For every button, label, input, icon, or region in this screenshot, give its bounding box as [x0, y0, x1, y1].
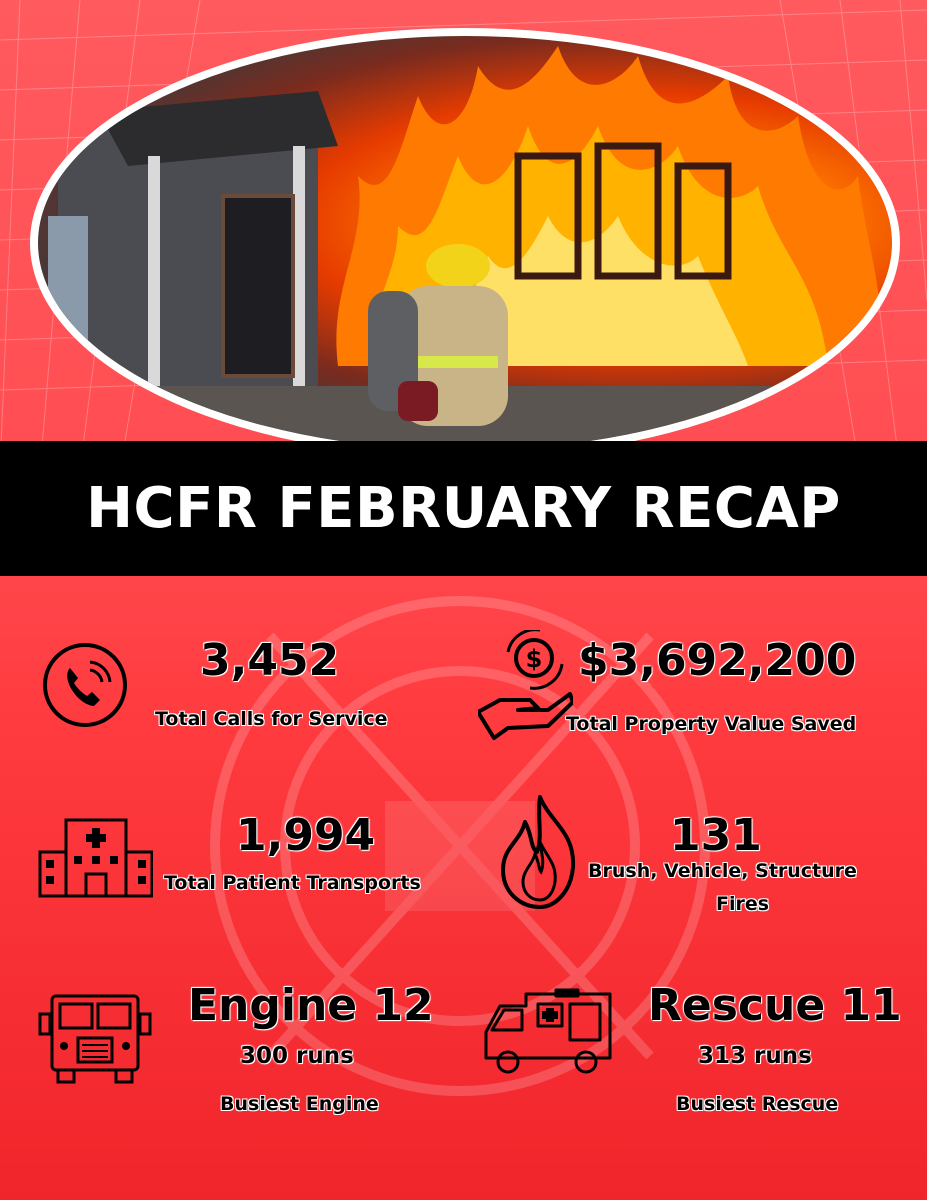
property-label: Total Property Value Saved	[566, 713, 857, 735]
hospital-icon	[38, 818, 153, 898]
engine-value: Engine 12	[188, 980, 434, 1031]
fires-label-line2: Fires	[716, 893, 770, 915]
rescue-label: Busiest Rescue	[676, 1093, 839, 1115]
transports-label: Total Patient Transports	[164, 872, 421, 894]
calls-value: 3,452	[200, 635, 340, 686]
calls-label: Total Calls for Service	[155, 708, 388, 730]
fires-value: 131	[670, 810, 762, 861]
rescue-runs: 313 runs	[698, 1043, 812, 1069]
fire-icon	[495, 792, 585, 912]
transports-value: 1,994	[236, 810, 376, 861]
phone-icon	[40, 640, 130, 730]
page-title: HCFR FEBRUARY RECAP	[86, 476, 841, 541]
rescue-value: Rescue 11	[648, 980, 902, 1031]
ambulance-icon	[478, 988, 616, 1078]
engine-runs: 300 runs	[240, 1043, 354, 1069]
fire-engine-icon	[38, 990, 153, 1085]
property-value: $3,692,200	[578, 635, 857, 686]
money-hand-icon	[478, 630, 573, 742]
svg-text:$: $	[525, 645, 543, 673]
engine-label: Busiest Engine	[220, 1093, 379, 1115]
fires-label-line1: Brush, Vehicle, Structure	[588, 860, 857, 882]
fire-scene-photo	[30, 28, 900, 458]
